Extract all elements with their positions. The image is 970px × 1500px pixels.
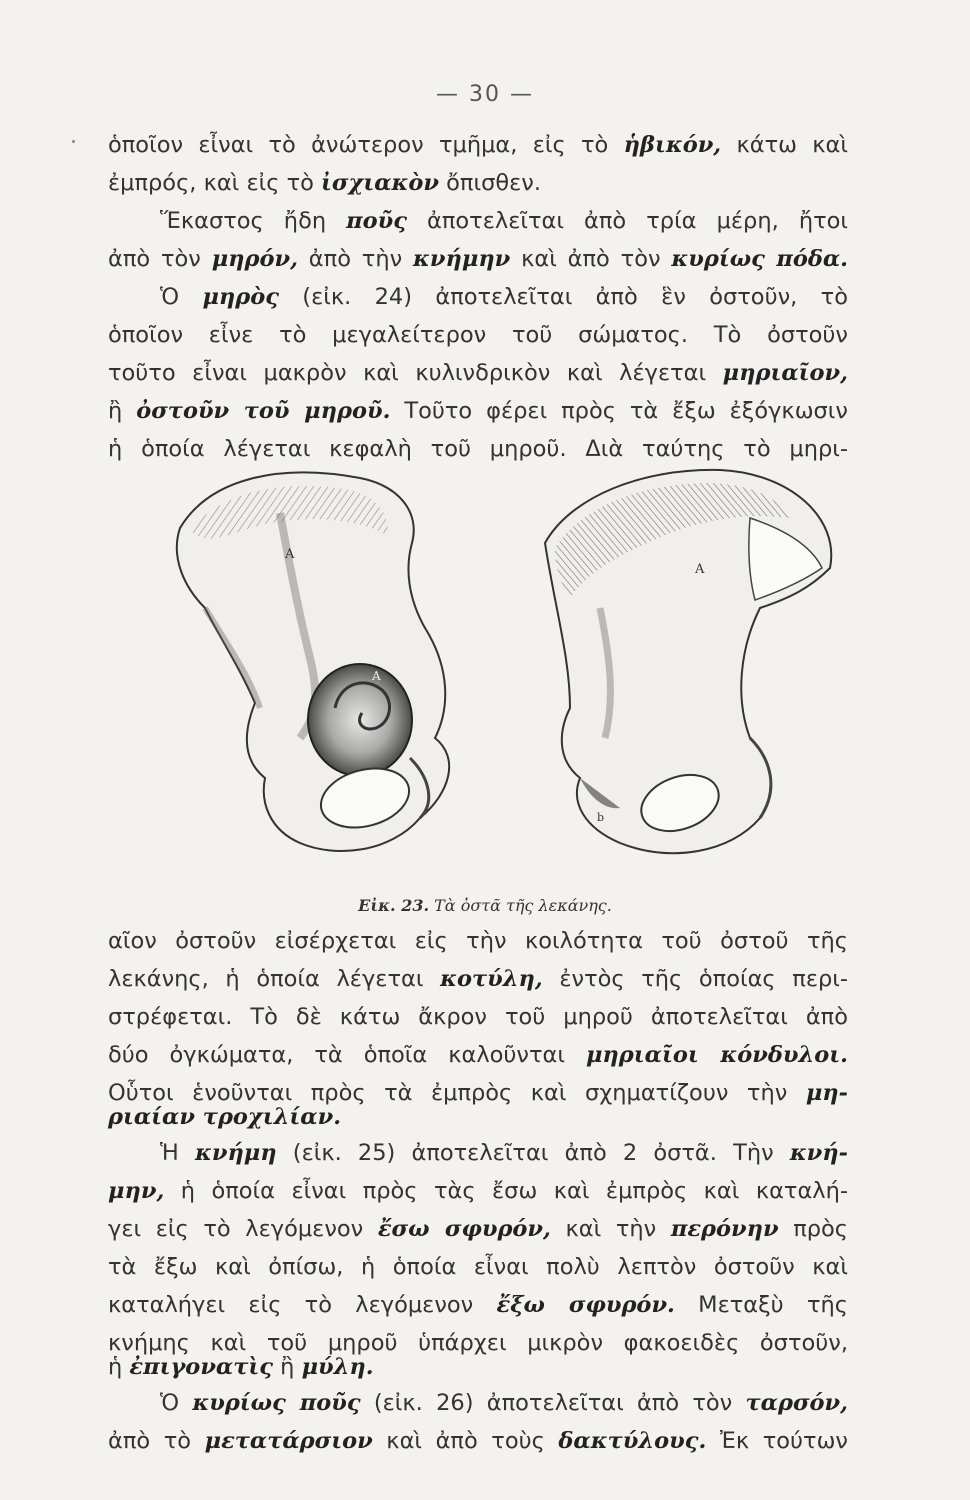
text-line: ἀπὸ τὸ μετατάρσιον καὶ ἀπὸ τοὺς δακτύλους. Ἐκ τούτων bbox=[108, 1428, 848, 1454]
text-line: ὁποῖον εἶνε τὸ μεγαλείτερον τοῦ σώματος. Τὸ ὀστοῦν bbox=[108, 322, 848, 348]
text-line: ριαίαν τροχιλίαν. bbox=[108, 1104, 342, 1130]
text-line: Οὗτοι ἑνοῦνται πρὸς τὰ ἐμπρὸς καὶ σχηματίζουν τὴν μη- bbox=[108, 1080, 848, 1106]
figure-label: A bbox=[695, 562, 705, 577]
text-line: Ἡ κνήμη (εἰκ. 25) ἀποτελεῖται ἀπὸ 2 ὀστᾶ. Τὴν κνή- bbox=[160, 1140, 848, 1166]
text-line: καταλήγει εἰς τὸ λεγόμενον ἔξω σφυρόν. Μεταξὺ τῆς bbox=[108, 1292, 848, 1318]
text-line: τὰ ἔξω καὶ ὀπίσω, ἡ ὁποία εἶναι πολὺ λεπτὸν ὀστοῦν καὶ bbox=[108, 1254, 848, 1280]
figure-label: A bbox=[372, 669, 381, 683]
text-line: γει εἰς τὸ λεγόμενον ἔσω σφυρόν, καὶ τὴν περόνην πρὸς bbox=[108, 1216, 848, 1242]
text-line: τοῦτο εἶναι μακρὸν καὶ κυλινδρικὸν καὶ λέγεται μηριαῖον, bbox=[108, 360, 848, 386]
text-line: δύο ὀγκώματα, τὰ ὁποῖα καλοῦνται μηριαῖοι κόνδυλοι. bbox=[108, 1042, 848, 1068]
figure-label: A bbox=[285, 547, 295, 562]
text-line: κνήμης καὶ τοῦ μηροῦ ὑπάρχει μικρὸν φακοειδὲς ὀστοῦν, bbox=[108, 1330, 848, 1356]
page-number: — 30 — bbox=[436, 82, 534, 107]
text-line: ἀπὸ τὸν μηρόν, ἀπὸ τὴν κνήμην καὶ ἀπὸ τὸν κυρίως πόδα. bbox=[108, 246, 849, 272]
text-line: Ὁ μηρὸς (εἰκ. 24) ἀποτελεῖται ἀπὸ ἓν ὀστοῦν, τὸ bbox=[160, 284, 848, 310]
text-line: ὁποῖον εἶναι τὸ ἀνώτερον τμῆμα, εἰς τὸ ἡβικόν, κάτω καὶ bbox=[108, 132, 848, 158]
text-line: λεκάνης, ἡ ὁποία λέγεται κοτύλη, ἐντὸς τῆς ὁποίας περι- bbox=[108, 966, 848, 992]
text-line: ἐμπρός, καὶ εἰς τὸ ἰσχιακὸν ὄπισθεν. bbox=[108, 170, 542, 196]
text-line: ἡ ὁποία λέγεται κεφαλὴ τοῦ μηροῦ. Διὰ ταύτης τὸ μηρι- bbox=[108, 436, 848, 462]
text-line: Ὁ κυρίως ποῦς (εἰκ. 26) ἀποτελεῖται ἀπὸ τὸν ταρσόν, bbox=[160, 1390, 848, 1416]
right-hip-bone bbox=[545, 470, 831, 853]
text-line: στρέφεται. Τὸ δὲ κάτω ἄκρον τοῦ μηροῦ ἀποτελεῖται ἀπὸ bbox=[108, 1004, 848, 1030]
text-line: Ἕκαστος ἤδη ποῦς ἀποτελεῖται ἀπὸ τρία μέρη, ἤτοι bbox=[160, 208, 849, 234]
text-line: μην, ἡ ὁποία εἶναι πρὸς τὰς ἔσω καὶ ἐμπρὸς καὶ καταλή- bbox=[108, 1178, 848, 1204]
figure-label: b bbox=[597, 811, 605, 824]
text-line: ἢ ὀστοῦν τοῦ μηροῦ. Τοῦτο φέρει πρὸς τὰ ἔξω ἐξόγκωσιν bbox=[108, 398, 848, 424]
text-line: ἡ ἐπιγονατὶς ἢ μύλη. bbox=[108, 1354, 374, 1380]
figure-caption: Εἰκ. 23. Τὰ ὀστᾶ τῆς λεκάνης. bbox=[358, 896, 612, 915]
left-hip-bone bbox=[177, 472, 449, 851]
pelvic-bones-figure bbox=[150, 458, 850, 878]
text-line: αῖον ὀστοῦν εἰσέρχεται εἰς τὴν κοιλότητα τοῦ ὀστοῦ τῆς bbox=[108, 928, 848, 954]
margin-speck bbox=[72, 140, 75, 143]
